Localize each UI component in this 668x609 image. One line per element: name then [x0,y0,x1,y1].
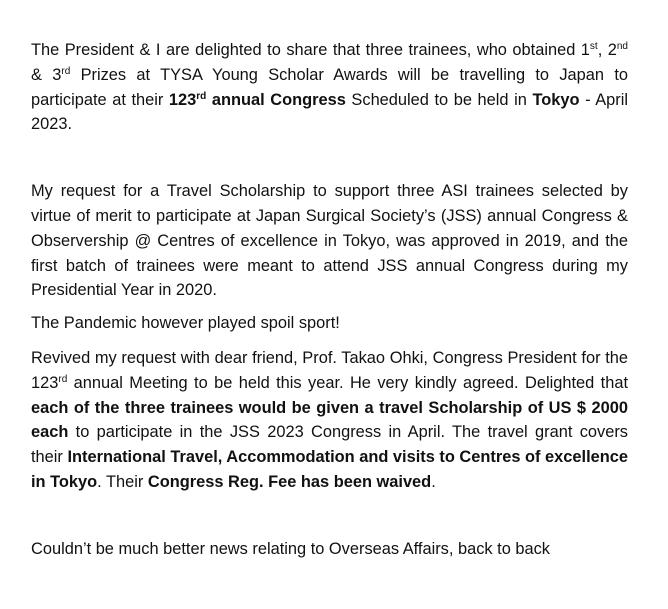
paragraph-pandemic: The Pandemic however played spoil sport! [31,314,340,333]
bold-tokyo: Tokyo [532,90,580,109]
paragraph-travel-scholarship: My request for a Travel Scholarship to support three ASI trainees selected by virtue of merit to participate at Japan Surgical Society’s (JSS) annual Congress & Observership @ Centres of excellence in Tokyo, was approved in 2019, and the first batch of trainees were meant to attend JSS annual Congress during my Presidential Year in 2020. [31,182,628,300]
text-run: Revived my request with dear friend, Prof. Takao Ohki, Congress President for the 123 [31,348,628,392]
bold-text: 123 [168,90,197,109]
text-run: The President & I are delighted to share that three trainees, who obtained 1 [31,41,590,59]
text-run: - April 2023. [31,90,628,134]
document-body [31,38,628,562]
bold-congress [169,91,346,109]
text-run: , 2 [597,41,617,59]
text-run: & 3 [31,65,62,84]
ordinal-superscript: rd [58,373,68,385]
text-run: annual Meeting to be held this year. He very kindly agreed. Delighted that [67,373,628,392]
bold-scholarship-amount: each of the three trainees would be given a travel Scholarship of US $ 2000 each [31,398,628,442]
text-run: . [431,472,436,491]
ordinal-superscript: st [589,41,598,52]
ordinal-superscript: rd [61,65,71,77]
text-run: Scheduled to be held in [345,90,533,109]
ordinal-superscript: nd [616,41,628,52]
bold-fee-waived: Congress Reg. Fee has been waived [147,472,432,491]
paragraph-revived-request [31,346,628,495]
ordinal-superscript: rd [196,90,207,102]
text-run: Prizes at TYSA Young Scholar Awards will be travelling to Japan to participate at their [31,65,628,109]
paragraph-overseas-affairs: Couldn’t be much better news relating to Overseas Affairs, back to back [31,539,551,558]
text-run: to participate in the JSS 2023 Congress in April. The travel grant covers their [31,423,628,467]
text-run: . Their [97,472,148,491]
paragraph-tysa-awards [31,38,628,137]
bold-grant-coverage: International Travel, Accommodation and visits to Centres of excellence in Tokyo [31,448,628,491]
bold-text: annual Congress [206,90,346,109]
